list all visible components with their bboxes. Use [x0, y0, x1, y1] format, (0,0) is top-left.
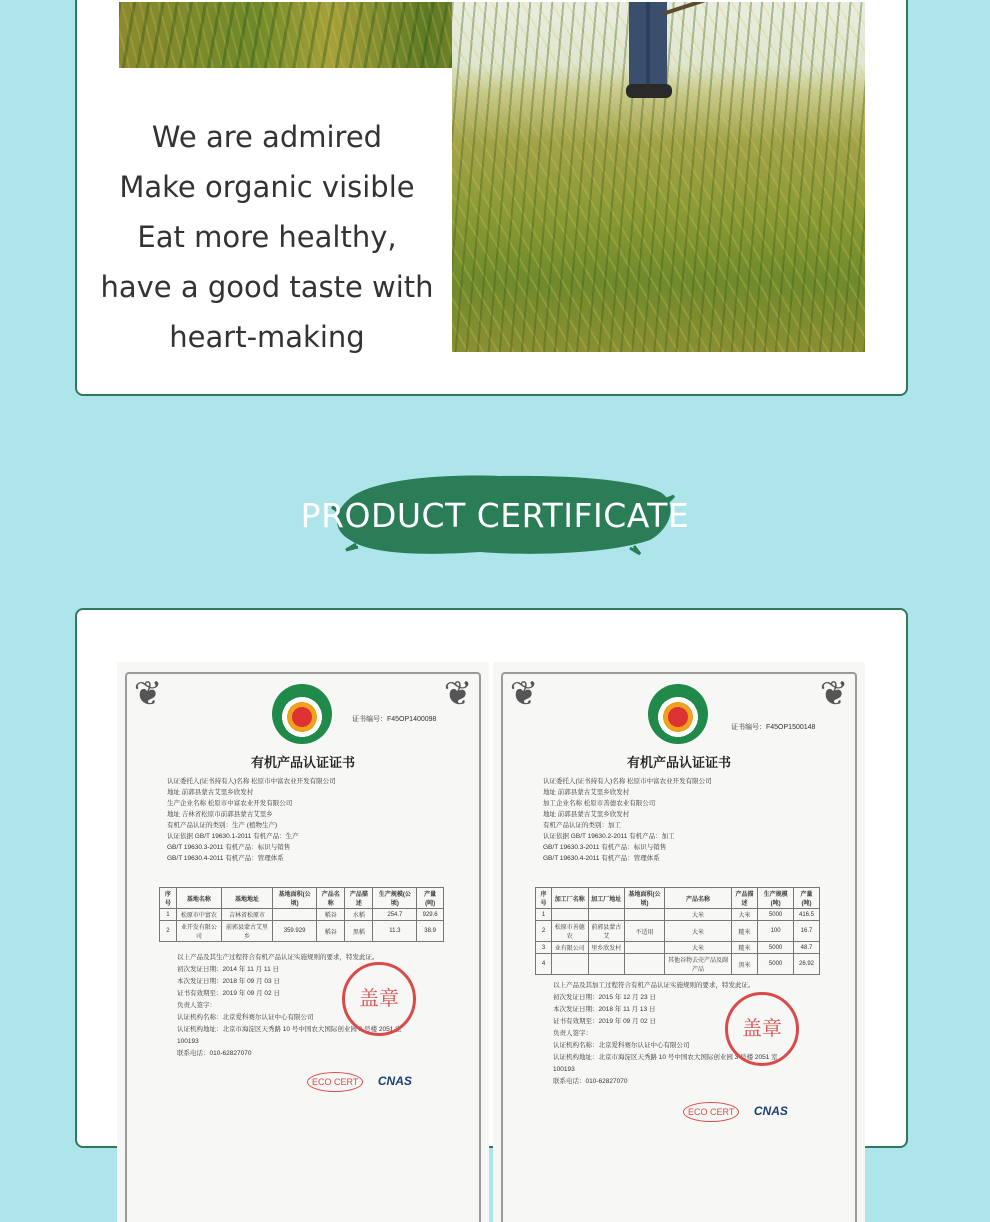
- table-row: [160, 909, 444, 921]
- table-cell: 11.3: [373, 921, 417, 942]
- footer-line: 本次发证日期：2018 年 09 月 03 日: [177, 978, 280, 985]
- detail-line: 地址 前郭县蒙古艾里乡欣发村: [543, 811, 630, 818]
- ornament-icon: ❦: [133, 675, 163, 713]
- table-cell: 稻谷: [317, 921, 345, 942]
- table-cell: 2: [536, 921, 552, 942]
- table-cell: 5000: [758, 909, 794, 921]
- footer-line: 认证机构名称：北京爱科赛尔认证中心有限公司: [177, 1014, 314, 1021]
- table-cell: 前郭县蒙古艾: [588, 921, 624, 942]
- footer-line: 初次发证日期：2014 年 11 月 11 日: [177, 966, 279, 973]
- certificate-table: [535, 887, 820, 975]
- footer-line: 以上产品及其生产过程符合有机产品认证实施规则的要求，特发此证。: [177, 954, 379, 961]
- detail-line: GB/T 19630.3-2011 有机产品：标识与销售: [167, 844, 291, 851]
- table-cell: 里乡欣发村: [588, 942, 624, 954]
- detail-line: 认证依据 GB/T 19630.1-2011 有机产品：生产: [167, 833, 299, 840]
- table-cell: 38.9: [417, 921, 444, 942]
- table-header: 生产规模(吨): [758, 888, 794, 909]
- table-cell: [588, 954, 624, 975]
- certificate-document: [117, 662, 489, 1222]
- farmer-boot: [626, 84, 672, 98]
- detail-line: 认证委托人(证书持有人)名称 松原市中富农业开发有限公司: [167, 778, 336, 785]
- story-card: [75, 0, 908, 396]
- table-cell: 水稻: [345, 909, 373, 921]
- certificate-title: 有机产品认证证书: [626, 755, 731, 770]
- table-cell: 大米: [665, 942, 732, 954]
- certification-badges: [683, 1102, 800, 1122]
- ecocert-logo-icon: ECO CERT: [683, 1102, 739, 1122]
- section-heading-text: PRODUCT CERTIFICATE: [300, 496, 690, 535]
- organic-logo-icon: [272, 684, 332, 744]
- official-stamp: [725, 992, 799, 1066]
- rice-field-photo: [452, 2, 865, 352]
- farmer-tool: [663, 2, 712, 16]
- table-cell: 糙米: [731, 921, 757, 942]
- certificate-details: [543, 776, 833, 864]
- certificate-title: 有机产品认证证书: [250, 755, 355, 770]
- footer-line: 证书有效期至：2019 年 09 月 02 日: [553, 1018, 656, 1025]
- footer-line: 负责人签字：: [553, 1030, 592, 1037]
- cnas-logo-icon: CNAS: [753, 1104, 788, 1118]
- table-header-row: [160, 888, 444, 909]
- table-cell: 前郭县蒙古艾里乡: [222, 921, 273, 942]
- table-cell: 4: [536, 954, 552, 975]
- table-cell: 929.6: [417, 909, 444, 921]
- footer-line: 联系电话：010-62827070: [177, 1050, 252, 1057]
- detail-line: GB/T 19630.4-2011 有机产品：管理体系: [543, 855, 660, 862]
- certification-badges: [307, 1072, 424, 1092]
- table-cell: 26.92: [794, 954, 820, 975]
- table-cell: 不适用: [624, 921, 664, 942]
- table-cell: 1: [536, 909, 552, 921]
- detail-line: GB/T 19630.3-2011 有机产品：标识与销售: [543, 844, 667, 851]
- detail-line: 认证委托人(证书持有人)名称 松原市中富农业开发有限公司: [543, 778, 712, 785]
- table-cell: 2: [160, 921, 177, 942]
- certificate-document: [493, 662, 865, 1222]
- slogan-line: Make organic visible: [119, 170, 415, 204]
- table-cell: 大米: [665, 921, 732, 942]
- table-row: [536, 954, 820, 975]
- certificates-card: [75, 608, 908, 1148]
- detail-line: GB/T 19630.4-2011 有机产品：管理体系: [167, 855, 284, 862]
- table-cell: [624, 942, 664, 954]
- detail-line: 生产企业名称 松原市中富农业开发有限公司: [167, 800, 293, 807]
- table-cell: 大米: [665, 909, 732, 921]
- organic-logo-icon: [648, 684, 708, 744]
- table-header: 产品描述: [345, 888, 373, 909]
- table-header: 生产规模(公顷): [373, 888, 417, 909]
- table-cell: 3: [536, 942, 552, 954]
- detail-line: 有机产品认证的类别：生产 (植物生产): [167, 822, 278, 829]
- table-header-row: [536, 888, 820, 909]
- table-cell: 5000: [758, 954, 794, 975]
- table-header: 序号: [160, 888, 177, 909]
- footer-line: 初次发证日期：2015 年 12 月 23 日: [553, 994, 656, 1001]
- table-row: [160, 921, 444, 942]
- certificate-details: [167, 776, 457, 864]
- detail-line: 地址 吉林省松原市前郭县蒙古艾里乡: [167, 811, 273, 818]
- table-cell: 254.7: [373, 909, 417, 921]
- footer-line: 证书有效期至：2019 年 09 月 02 日: [177, 990, 280, 997]
- table-cell: 糙米: [731, 942, 757, 954]
- detail-line: 有机产品认证的类别：加工: [543, 822, 621, 829]
- table-cell: 48.7: [794, 942, 820, 954]
- ornament-icon: ❦: [509, 675, 539, 713]
- rice-grass-photo: [119, 2, 504, 68]
- table-cell: 稻谷: [317, 909, 345, 921]
- table-cell: 1: [160, 909, 177, 921]
- footer-line: 认证机构地址：北京市海淀区天秀路 10 号中国农大国际创业园 3 号楼 2051 室: [553, 1054, 778, 1061]
- footer-line: 100193: [553, 1066, 575, 1073]
- cnas-logo-icon: CNAS: [377, 1074, 412, 1088]
- ecocert-logo-icon: ECO CERT: [307, 1072, 363, 1092]
- stamp-label: 盖章: [742, 1018, 782, 1040]
- footer-line: 联系电话：010-62827070: [553, 1078, 628, 1085]
- table-header: 产量(吨): [417, 888, 444, 909]
- table-cell: 业开发有限公司: [176, 921, 221, 942]
- table-header: 加工厂地址: [588, 888, 624, 909]
- slogan-line: We are admired: [151, 120, 383, 154]
- table-cell: 5000: [758, 942, 794, 954]
- table-header: 基地面积(公顷): [624, 888, 664, 909]
- certificate-table: [159, 887, 444, 942]
- stamp-label: 盖章: [359, 988, 399, 1010]
- table-cell: 松原市中富农: [176, 909, 221, 921]
- table-cell: 黑稻: [345, 921, 373, 942]
- footer-line: 负责人签字：: [177, 1002, 216, 1009]
- detail-line: 加工企业名称 松原市善德农业有限公司: [543, 800, 656, 807]
- certificate-number: 证书编号：F45OP1500148: [731, 724, 816, 731]
- farmer-figure: [629, 2, 667, 92]
- table-header: 产品描述: [731, 888, 757, 909]
- table-cell: [624, 909, 664, 921]
- footer-line: 100193: [177, 1038, 199, 1045]
- ornament-icon: ❦: [443, 675, 473, 713]
- table-cell: 其他谷物去壳产品及副产品: [665, 954, 732, 975]
- table-cell: 416.5: [794, 909, 820, 921]
- detail-line: 地址 前郭县蒙古艾里乡欣发村: [167, 789, 254, 796]
- table-cell: 16.7: [794, 921, 820, 942]
- table-cell: [588, 909, 624, 921]
- table-header: 序号: [536, 888, 552, 909]
- footer-line: 认证机构名称：北京爱科赛尔认证中心有限公司: [553, 1042, 690, 1049]
- table-cell: 松原市善德农: [552, 921, 588, 942]
- table-header: 产品名称: [665, 888, 732, 909]
- table-cell: [273, 909, 317, 921]
- section-heading: [300, 470, 690, 560]
- detail-line: 地址 前郭县蒙古艾里乡欣发村: [543, 789, 630, 796]
- table-cell: 黑米: [731, 954, 757, 975]
- official-stamp: [342, 962, 416, 1036]
- certificate-number: 证书编号：F45OP1400098: [352, 716, 437, 723]
- table-header: 产品名称: [317, 888, 345, 909]
- footer-line: 以上产品及其加工过程符合有机产品认证实施规则的要求，特发此证。: [553, 982, 755, 989]
- table-cell: 359.929: [273, 921, 317, 942]
- slogan-line: heart-making: [169, 320, 365, 354]
- table-header: 基地名称: [176, 888, 221, 909]
- table-header: 产量(吨): [794, 888, 820, 909]
- table-row: [536, 921, 820, 942]
- footer-line: 本次发证日期：2018 年 11 月 13 日: [553, 1006, 656, 1013]
- table-row: [536, 909, 820, 921]
- table-header: 基地面积(公顷): [273, 888, 317, 909]
- table-cell: 吉林省松原市: [222, 909, 273, 921]
- footer-line: 认证机构地址：北京市海淀区天秀路 10 号中国农大国际创业园 3 号楼 2051 室: [177, 1026, 402, 1033]
- table-cell: [552, 909, 588, 921]
- table-cell: 大米: [731, 909, 757, 921]
- table-header: 基地地址: [222, 888, 273, 909]
- table-cell: [552, 954, 588, 975]
- table-cell: 业有限公司: [552, 942, 588, 954]
- detail-line: 认证依据 GB/T 19630.2-2011 有机产品：加工: [543, 833, 675, 840]
- ornament-icon: ❦: [819, 675, 849, 713]
- table-row: [536, 942, 820, 954]
- table-cell: [624, 954, 664, 975]
- table-header: 加工厂名称: [552, 888, 588, 909]
- brand-slogan: [97, 112, 437, 362]
- slogan-line: Eat more healthy,: [137, 220, 397, 254]
- table-cell: 100: [758, 921, 794, 942]
- slogan-line: have a good taste with: [100, 270, 434, 304]
